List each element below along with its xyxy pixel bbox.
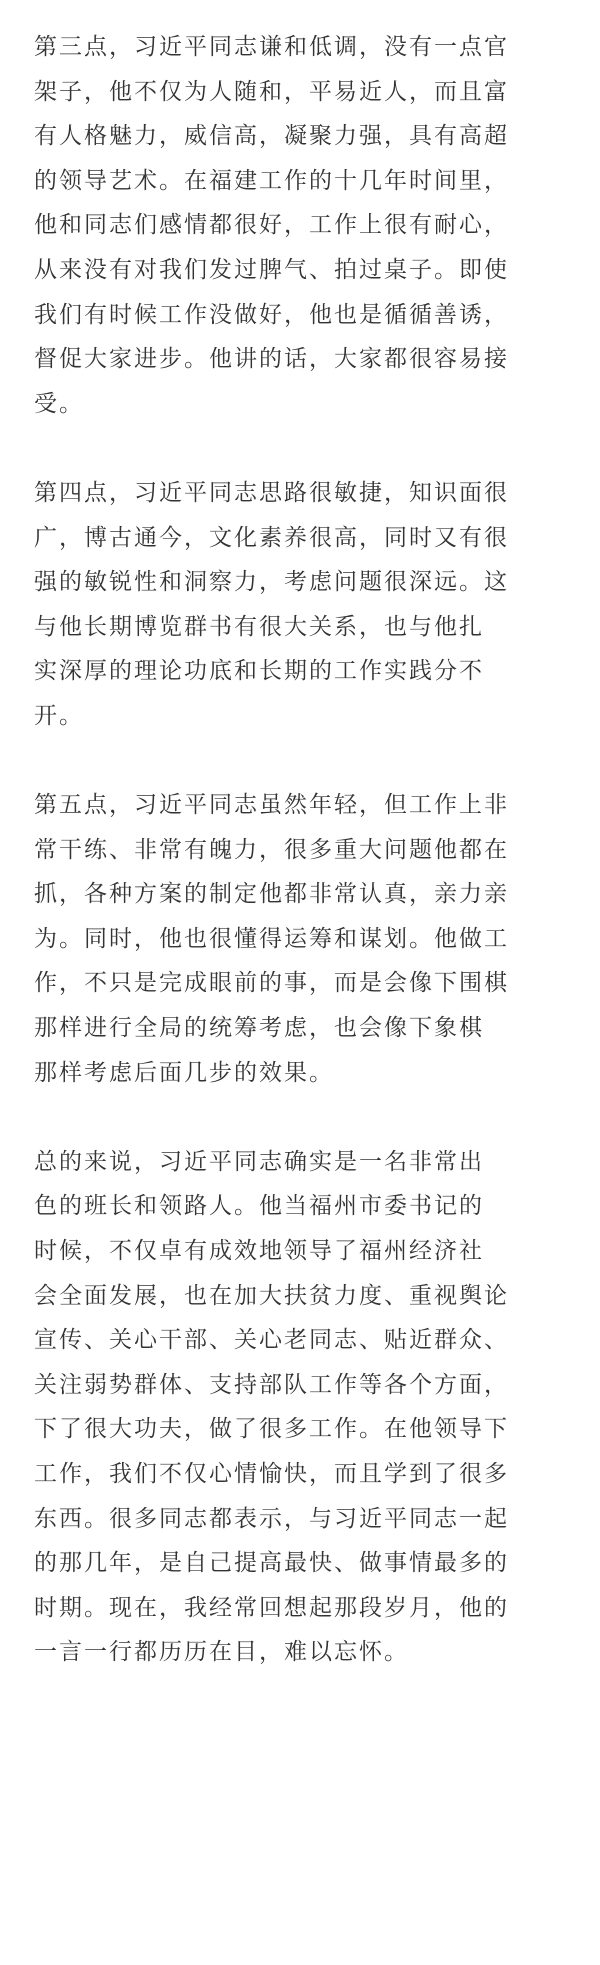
text-line: 会全面发展，也在加大扶贫力度、重视舆论	[34, 1282, 509, 1309]
paragraph	[34, 1140, 566, 1675]
text-line: 工作，我们不仅心情愉快，而且学到了很多	[34, 1461, 509, 1487]
text-line: 他和同志们感情都很好，工作上很有耐心，	[34, 212, 509, 239]
paragraph	[34, 25, 566, 426]
text-line: 开。	[34, 702, 84, 729]
text-line: 实深厚的理论功底和长期的工作实践分不	[34, 658, 484, 685]
text-line: 色的班长和领路人。他当福州市委书记的	[34, 1193, 484, 1220]
text-line: 为。同时，他也很懂得运筹和谋划。他做工	[34, 925, 509, 952]
text-line: 抓，各种方案的制定他都非常认真，亲力亲	[34, 881, 509, 908]
text-line: 我们有时候工作没做好，他也是循循善诱，	[34, 301, 509, 328]
text-line: 的领导艺术。在福建工作的十几年时间里，	[34, 167, 509, 194]
text-line: 有人格魅力，威信高，凝聚力强，具有高超	[34, 123, 509, 150]
text-line: 第四点，习近平同志思路很敏捷，知识面很	[34, 479, 509, 506]
text-line: 宣传、关心干部、关心老同志、贴近群众、	[34, 1327, 509, 1354]
text-line: 督促大家进步。他讲的话，大家都很容易接	[34, 346, 509, 373]
text-line: 时期。现在，我经常回想起那段岁月，他的	[34, 1594, 509, 1621]
text-line: 强的敏锐性和洞察力，考虑问题很深远。这	[34, 569, 509, 596]
text-line: 那样考虑后面几步的效果。	[34, 1059, 334, 1086]
text-line: 第三点，习近平同志谦和低调，没有一点官	[34, 34, 509, 60]
text-line: 东西。很多同志都表示，与习近平同志一起	[34, 1505, 509, 1532]
text-line: 广，博古通今，文化素养很高，同时又有很	[34, 524, 509, 551]
text-line: 的那几年，是自己提高最快、做事情最多的	[34, 1550, 509, 1577]
text-line: 作，不只是完成眼前的事，而是会像下围棋	[34, 970, 509, 997]
paragraph	[34, 471, 566, 739]
text-line: 从来没有对我们发过脾气、拍过桌子。即使	[34, 256, 509, 283]
text-line: 架子，他不仅为人随和，平易近人，而且富	[34, 78, 509, 105]
text-line: 与他长期博览群书有很大关系，也与他扎	[34, 613, 484, 640]
text-line: 受。	[34, 390, 84, 417]
text-line: 时候，不仅卓有成效地领导了福州经济社	[34, 1238, 484, 1265]
text-line: 下了很大功夫，做了很多工作。在他领导下	[34, 1416, 509, 1443]
text-line: 第五点，习近平同志虽然年轻，但工作上非	[34, 792, 509, 819]
text-line: 常干练、非常有魄力，很多重大问题他都在	[34, 836, 509, 863]
text-line: 那样进行全局的统筹考虑，也会像下象棋	[34, 1015, 484, 1042]
text-line: 一言一行都历历在目，难以忘怀。	[34, 1639, 409, 1666]
text-line: 关注弱势群体、支持部队工作等各个方面，	[34, 1371, 509, 1398]
paragraph	[34, 783, 566, 1095]
text-line: 总的来说，习近平同志确实是一名非常出	[34, 1148, 484, 1175]
